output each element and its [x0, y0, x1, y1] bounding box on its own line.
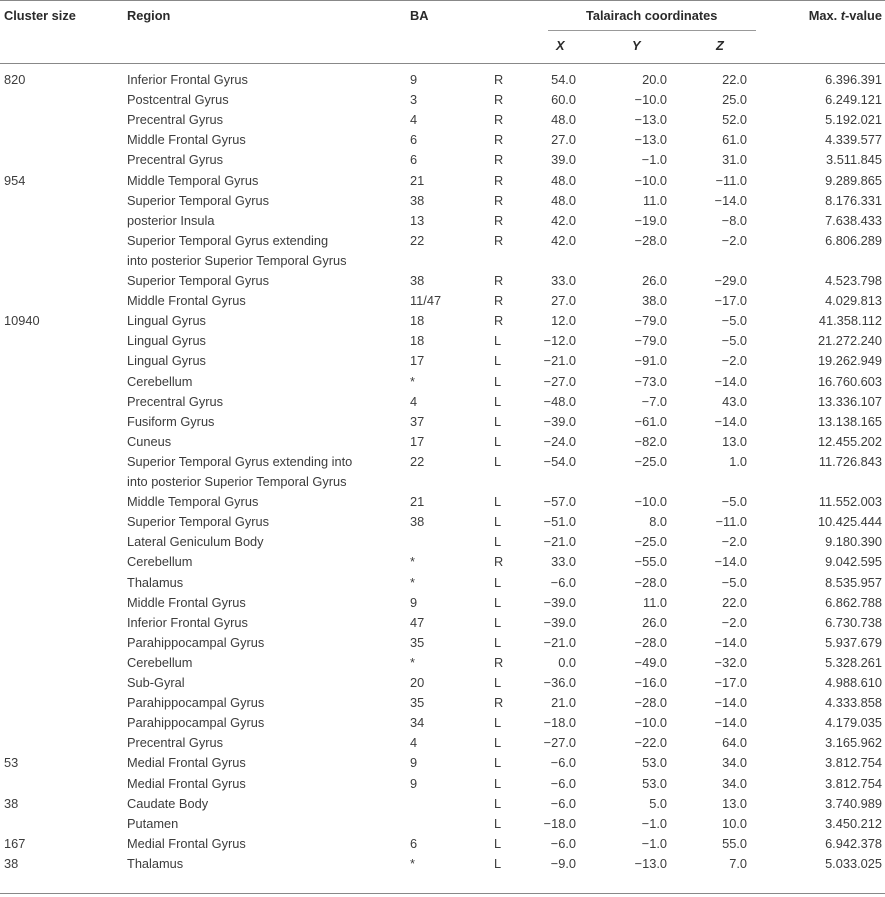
y-coordinate-cell: −28.0: [634, 574, 667, 590]
z-coordinate-cell: −14.0: [714, 192, 747, 208]
ba-cell: 6: [410, 132, 418, 148]
z-coordinate-cell: −14.0: [714, 373, 747, 389]
y-coordinate-cell: 26.0: [642, 614, 667, 630]
region-cell: Precentral Gyrus: [127, 112, 224, 128]
y-coordinate-cell: −13.0: [634, 132, 667, 148]
hemisphere-cell: L: [494, 353, 502, 369]
x-coordinate-cell: 12.0: [551, 313, 576, 329]
hemisphere-cell: L: [494, 775, 502, 791]
y-coordinate-cell: −55.0: [634, 554, 667, 570]
region-cell: Parahippocampal Gyrus: [127, 634, 265, 650]
x-coordinate-cell: −27.0: [543, 735, 576, 751]
ba-cell: 3: [410, 92, 418, 108]
z-coordinate-cell: −32.0: [714, 654, 747, 670]
y-coordinate-cell: 53.0: [642, 755, 667, 771]
z-coordinate-cell: 55.0: [722, 835, 747, 851]
y-coordinate-cell: −10.0: [634, 715, 667, 731]
y-coordinate-cell: −28.0: [634, 695, 667, 711]
x-coordinate-cell: −18.0: [543, 715, 576, 731]
z-coordinate-cell: 61.0: [722, 132, 747, 148]
z-coordinate-cell: −14.0: [714, 695, 747, 711]
hemisphere-cell: R: [494, 695, 504, 711]
region-cell: Sub-Gyral: [127, 675, 185, 690]
t-value-cell: 3.165.962: [825, 735, 882, 751]
cluster-size-cell: 38: [4, 855, 19, 871]
t-value-cell: 13.138.165: [817, 413, 882, 429]
z-coordinate-cell: −17.0: [714, 293, 747, 309]
y-coordinate-cell: −79.0: [634, 333, 667, 349]
z-coordinate-cell: −2.0: [721, 534, 747, 550]
ba-cell: *: [410, 373, 415, 389]
hemisphere-cell: R: [494, 212, 504, 228]
ba-cell: 17: [410, 433, 425, 449]
z-coordinate-cell: −14.0: [714, 413, 747, 429]
y-coordinate-cell: 11.0: [643, 192, 667, 208]
z-coordinate-cell: −5.0: [721, 574, 747, 590]
x-coordinate-cell: −51.0: [543, 514, 576, 530]
z-coordinate-cell: 34.0: [722, 775, 747, 791]
ba-cell: *: [410, 654, 415, 670]
t-value-cell: 5.328.261: [825, 654, 882, 670]
x-coordinate-cell: 42.0: [551, 212, 576, 228]
x-coordinate-cell: −18.0: [543, 815, 576, 831]
t-value-cell: 4.179.035: [825, 715, 882, 731]
ba-cell: 9: [410, 72, 418, 87]
z-coordinate-cell: −17.0: [714, 675, 747, 690]
hemisphere-cell: R: [494, 192, 504, 208]
t-value-cell: 7.638.433: [825, 212, 882, 228]
cluster-size-cell: 167: [4, 835, 26, 851]
ba-cell: 34: [410, 715, 425, 731]
t-value-cell: 13.336.107: [817, 393, 882, 409]
z-coordinate-cell: 25.0: [722, 92, 747, 108]
ba-cell: 4: [410, 393, 418, 409]
coords-subheader-rule: [548, 30, 756, 31]
y-coordinate-cell: −82.0: [634, 433, 667, 449]
t-value-cell: 6.806.289: [825, 232, 882, 248]
z-coordinate-cell: 22.0: [722, 72, 747, 87]
cluster-size-cell: 820: [4, 72, 26, 87]
y-coordinate-cell: 26.0: [642, 273, 667, 288]
hemisphere-cell: R: [494, 554, 504, 570]
hemisphere-cell: L: [494, 715, 502, 731]
x-coordinate-cell: 27.0: [551, 293, 576, 309]
header-value-suffix: -value: [845, 8, 882, 23]
z-coordinate-cell: −5.0: [721, 333, 747, 349]
z-coordinate-cell: −2.0: [721, 353, 747, 369]
ba-cell: 4: [410, 112, 418, 128]
x-coordinate-cell: −6.0: [550, 755, 576, 771]
y-coordinate-cell: −73.0: [634, 373, 667, 389]
t-value-cell: 5.937.679: [825, 634, 882, 650]
x-coordinate-cell: −24.0: [543, 433, 576, 449]
z-coordinate-cell: 31.0: [722, 152, 747, 168]
x-coordinate-cell: −57.0: [543, 494, 576, 510]
z-coordinate-cell: −5.0: [721, 494, 747, 510]
y-coordinate-cell: −16.0: [634, 675, 667, 690]
hemisphere-cell: L: [494, 534, 502, 550]
region-cell: posterior Insula: [127, 212, 215, 228]
t-value-cell: 4.988.610: [825, 675, 882, 690]
region-cell-continuation: into posterior Superior Temporal Gyrus: [127, 474, 347, 490]
region-cell: Thalamus: [127, 855, 184, 871]
ba-cell: 21: [410, 494, 425, 510]
hemisphere-cell: L: [494, 855, 502, 871]
t-value-cell: 4.523.798: [825, 273, 882, 288]
x-coordinate-cell: 48.0: [551, 192, 576, 208]
z-coordinate-cell: 13.0: [722, 433, 747, 449]
hemisphere-cell: R: [494, 172, 504, 188]
x-coordinate-cell: 21.0: [551, 695, 576, 711]
hemisphere-cell: L: [494, 795, 502, 811]
t-value-cell: 8.176.331: [825, 192, 882, 208]
region-cell: Precentral Gyrus: [127, 735, 224, 751]
header-x: X: [556, 38, 565, 53]
region-cell: Cerebellum: [127, 554, 193, 570]
region-cell: Caudate Body: [127, 795, 209, 811]
x-coordinate-cell: 33.0: [551, 554, 576, 570]
x-coordinate-cell: −36.0: [543, 675, 576, 690]
region-cell: Precentral Gyrus: [127, 393, 224, 409]
header-region: Region: [127, 8, 171, 23]
hemisphere-cell: L: [494, 755, 502, 771]
x-coordinate-cell: 27.0: [551, 132, 576, 148]
ba-cell: 6: [410, 835, 418, 851]
region-cell: Middle Frontal Gyrus: [127, 594, 246, 610]
t-value-cell: 3.740.989: [825, 795, 882, 811]
x-coordinate-cell: −21.0: [543, 634, 576, 650]
x-coordinate-cell: 42.0: [551, 232, 576, 248]
region-cell: Medial Frontal Gyrus: [127, 775, 246, 791]
ba-cell: *: [410, 574, 415, 590]
region-cell: Inferior Frontal Gyrus: [127, 614, 248, 630]
ba-cell: 13: [410, 212, 425, 228]
z-coordinate-cell: −14.0: [714, 634, 747, 650]
z-coordinate-cell: −14.0: [714, 554, 747, 570]
ba-cell: 6: [410, 152, 418, 168]
hemisphere-cell: R: [494, 152, 504, 168]
cluster-size-cell: 38: [4, 795, 19, 811]
y-coordinate-cell: −1.0: [641, 152, 667, 168]
y-coordinate-cell: 8.0: [649, 514, 667, 530]
hemisphere-cell: L: [494, 634, 502, 650]
t-value-cell: 6.396.391: [825, 72, 882, 87]
cluster-size-cell: 10940: [4, 313, 40, 329]
z-coordinate-cell: −8.0: [721, 212, 747, 228]
header-max-prefix: Max.: [808, 8, 841, 23]
region-cell: Superior Temporal Gyrus: [127, 192, 270, 208]
y-coordinate-cell: −49.0: [634, 654, 667, 670]
x-coordinate-cell: −9.0: [550, 855, 576, 871]
table-top-rule: [0, 0, 885, 1]
x-coordinate-cell: 48.0: [551, 172, 576, 188]
region-cell: Cuneus: [127, 433, 172, 449]
region-cell: Lingual Gyrus: [127, 313, 206, 329]
hemisphere-cell: R: [494, 313, 504, 329]
y-coordinate-cell: −13.0: [634, 112, 667, 128]
region-cell: Medial Frontal Gyrus: [127, 755, 246, 771]
ba-cell: 20: [410, 675, 425, 690]
x-coordinate-cell: 33.0: [551, 273, 576, 288]
hemisphere-cell: R: [494, 92, 504, 108]
region-cell: Middle Frontal Gyrus: [127, 293, 246, 309]
hemisphere-cell: R: [494, 72, 504, 87]
region-cell: Middle Temporal Gyrus: [127, 494, 259, 510]
x-coordinate-cell: −54.0: [543, 453, 576, 469]
t-value-cell: 11.726.843: [818, 453, 882, 469]
region-cell: Thalamus: [127, 574, 184, 590]
y-coordinate-cell: −10.0: [634, 92, 667, 108]
header-y: Y: [632, 38, 641, 53]
z-coordinate-cell: 34.0: [722, 755, 747, 771]
t-value-cell: 4.029.813: [825, 293, 882, 309]
t-value-cell: 6.730.738: [825, 614, 882, 630]
region-cell: Postcentral Gyrus: [127, 92, 229, 108]
ba-cell: 38: [410, 514, 425, 530]
t-value-cell: 5.033.025: [825, 855, 882, 871]
header-t-italic: t: [840, 8, 845, 23]
ba-cell: 37: [410, 413, 425, 429]
region-cell: Middle Temporal Gyrus: [127, 172, 259, 188]
hemisphere-cell: L: [494, 514, 502, 530]
z-coordinate-cell: −29.0: [714, 273, 747, 288]
t-value-cell: 9.289.865: [825, 172, 882, 188]
region-cell: Superior Temporal Gyrus extending into: [127, 453, 353, 469]
z-coordinate-cell: 7.0: [729, 855, 747, 871]
t-value-cell: 5.192.021: [825, 112, 882, 128]
x-coordinate-cell: −21.0: [543, 353, 576, 369]
cluster-size-cell: 53: [4, 755, 19, 771]
hemisphere-cell: L: [494, 433, 502, 449]
z-coordinate-cell: −14.0: [714, 715, 747, 731]
y-coordinate-cell: −28.0: [634, 232, 667, 248]
y-coordinate-cell: −25.0: [634, 534, 667, 550]
t-value-cell: 9.180.390: [825, 534, 882, 550]
x-coordinate-cell: −12.0: [543, 333, 576, 349]
ba-cell: 18: [410, 313, 425, 329]
y-coordinate-cell: 11.0: [643, 594, 667, 610]
t-value-cell: 9.042.595: [825, 554, 882, 570]
x-coordinate-cell: −39.0: [543, 594, 576, 610]
t-value-cell: 6.942.378: [825, 835, 882, 851]
ba-cell: 22: [410, 232, 425, 248]
z-coordinate-cell: 52.0: [722, 112, 747, 128]
t-value-cell: 6.249.121: [825, 92, 882, 108]
ba-cell: 18: [410, 333, 425, 349]
y-coordinate-cell: −10.0: [634, 172, 667, 188]
hemisphere-cell: L: [494, 815, 502, 831]
ba-cell: 4: [410, 735, 418, 751]
z-coordinate-cell: 13.0: [722, 795, 747, 811]
t-value-cell: 3.812.754: [825, 775, 882, 791]
x-coordinate-cell: −48.0: [543, 393, 576, 409]
ba-cell: 21: [410, 172, 425, 188]
region-cell: Superior Temporal Gyrus: [127, 273, 270, 288]
t-value-cell: 4.333.858: [825, 695, 882, 711]
region-cell: Superior Temporal Gyrus: [127, 514, 270, 530]
x-coordinate-cell: −6.0: [550, 795, 576, 811]
ba-cell: 9: [410, 755, 418, 771]
hemisphere-cell: R: [494, 293, 504, 309]
t-value-cell: 11.552.003: [818, 494, 882, 510]
y-coordinate-cell: 38.0: [642, 293, 667, 309]
x-coordinate-cell: −27.0: [543, 373, 576, 389]
header-ba: BA: [410, 8, 429, 23]
ba-cell: *: [410, 554, 415, 570]
hemisphere-cell: L: [494, 453, 502, 469]
z-coordinate-cell: −5.0: [721, 313, 747, 329]
z-coordinate-cell: 22.0: [722, 594, 747, 610]
z-coordinate-cell: −11.0: [715, 514, 747, 530]
y-coordinate-cell: −13.0: [634, 855, 667, 871]
region-cell: Medial Frontal Gyrus: [127, 835, 246, 851]
y-coordinate-cell: −7.0: [641, 393, 667, 409]
ba-cell: 17: [410, 353, 425, 369]
header-talairach-coordinates: Talairach coordinates: [586, 8, 718, 23]
x-coordinate-cell: 54.0: [551, 72, 576, 87]
t-value-cell: 16.760.603: [817, 373, 882, 389]
region-cell: Cerebellum: [127, 654, 193, 670]
ba-cell: 38: [410, 273, 425, 288]
t-value-cell: 3.812.754: [825, 755, 882, 771]
hemisphere-cell: R: [494, 232, 504, 248]
t-value-cell: 19.262.949: [817, 353, 882, 369]
hemisphere-cell: L: [494, 594, 502, 610]
ba-cell: 22: [410, 453, 425, 469]
t-value-cell: 41.358.112: [818, 313, 882, 329]
z-coordinate-cell: 64.0: [722, 735, 747, 751]
header-max-t-value: [770, 8, 882, 24]
z-coordinate-cell: 10.0: [722, 815, 747, 831]
x-coordinate-cell: 39.0: [551, 152, 576, 168]
ba-cell: 11/47: [410, 293, 442, 309]
t-value-cell: 3.450.212: [825, 815, 882, 831]
z-coordinate-cell: 1.0: [729, 453, 747, 469]
z-coordinate-cell: −2.0: [721, 232, 747, 248]
z-coordinate-cell: 43.0: [722, 393, 747, 409]
t-value-cell: 21.272.240: [817, 333, 882, 349]
z-coordinate-cell: −2.0: [721, 614, 747, 630]
t-value-cell: 3.511.845: [826, 152, 882, 168]
hemisphere-cell: R: [494, 132, 504, 148]
y-coordinate-cell: 20.0: [642, 72, 667, 87]
header-z: Z: [716, 38, 724, 53]
ba-cell: 38: [410, 192, 425, 208]
region-cell: Superior Temporal Gyrus extending: [127, 232, 329, 248]
x-coordinate-cell: −39.0: [543, 413, 576, 429]
region-cell-continuation: into posterior Superior Temporal Gyrus: [127, 253, 347, 269]
x-coordinate-cell: −6.0: [550, 835, 576, 851]
x-coordinate-cell: −39.0: [543, 614, 576, 630]
t-value-cell: 12.455.202: [817, 433, 882, 449]
z-coordinate-cell: −11.0: [715, 172, 747, 188]
ba-cell: 35: [410, 634, 425, 650]
hemisphere-cell: L: [494, 373, 502, 389]
hemisphere-cell: R: [494, 654, 504, 670]
hemisphere-cell: L: [494, 614, 502, 630]
region-cell: Inferior Frontal Gyrus: [127, 72, 248, 87]
header-bottom-rule: [0, 63, 885, 64]
y-coordinate-cell: −22.0: [634, 735, 667, 751]
hemisphere-cell: L: [494, 333, 502, 349]
region-cell: Parahippocampal Gyrus: [127, 695, 265, 711]
x-coordinate-cell: −6.0: [550, 775, 576, 791]
y-coordinate-cell: 5.0: [649, 795, 667, 811]
ba-cell: 35: [410, 695, 425, 711]
region-cell: Fusiform Gyrus: [127, 413, 215, 429]
hemisphere-cell: L: [494, 393, 502, 409]
region-cell: Lingual Gyrus: [127, 353, 206, 369]
region-cell: Parahippocampal Gyrus: [127, 715, 265, 731]
hemisphere-cell: L: [494, 494, 502, 510]
hemisphere-cell: L: [494, 574, 502, 590]
region-cell: Precentral Gyrus: [127, 152, 224, 168]
hemisphere-cell: R: [494, 273, 504, 288]
y-coordinate-cell: −19.0: [634, 212, 667, 228]
region-cell: Lingual Gyrus: [127, 333, 206, 349]
y-coordinate-cell: −1.0: [641, 835, 667, 851]
x-coordinate-cell: 0.0: [558, 654, 576, 670]
x-coordinate-cell: 60.0: [551, 92, 576, 108]
t-value-cell: 10.425.444: [817, 514, 882, 530]
table-bottom-rule: [0, 893, 885, 894]
ba-cell: 47: [410, 614, 425, 630]
cluster-size-cell: 954: [4, 172, 26, 188]
t-value-cell: 8.535.957: [825, 574, 882, 590]
y-coordinate-cell: −79.0: [634, 313, 667, 329]
y-coordinate-cell: −10.0: [634, 494, 667, 510]
hemisphere-cell: L: [494, 835, 502, 851]
y-coordinate-cell: 53.0: [642, 775, 667, 791]
y-coordinate-cell: −28.0: [634, 634, 667, 650]
region-cell: Middle Frontal Gyrus: [127, 132, 246, 148]
x-coordinate-cell: −21.0: [543, 534, 576, 550]
y-coordinate-cell: −1.0: [641, 815, 667, 831]
region-cell: Putamen: [127, 815, 179, 831]
hemisphere-cell: L: [494, 675, 502, 690]
x-coordinate-cell: −6.0: [550, 574, 576, 590]
y-coordinate-cell: −61.0: [634, 413, 667, 429]
region-cell: Lateral Geniculum Body: [127, 534, 264, 550]
header-cluster-size: Cluster size: [4, 8, 76, 23]
x-coordinate-cell: 48.0: [551, 112, 576, 128]
y-coordinate-cell: −25.0: [634, 453, 667, 469]
hemisphere-cell: L: [494, 735, 502, 751]
ba-cell: 9: [410, 594, 418, 610]
hemisphere-cell: R: [494, 112, 504, 128]
t-value-cell: 4.339.577: [825, 132, 882, 148]
y-coordinate-cell: −91.0: [634, 353, 667, 369]
region-cell: Cerebellum: [127, 373, 193, 389]
ba-cell: 9: [410, 775, 418, 791]
hemisphere-cell: L: [494, 413, 502, 429]
t-value-cell: 6.862.788: [825, 594, 882, 610]
ba-cell: *: [410, 855, 415, 871]
